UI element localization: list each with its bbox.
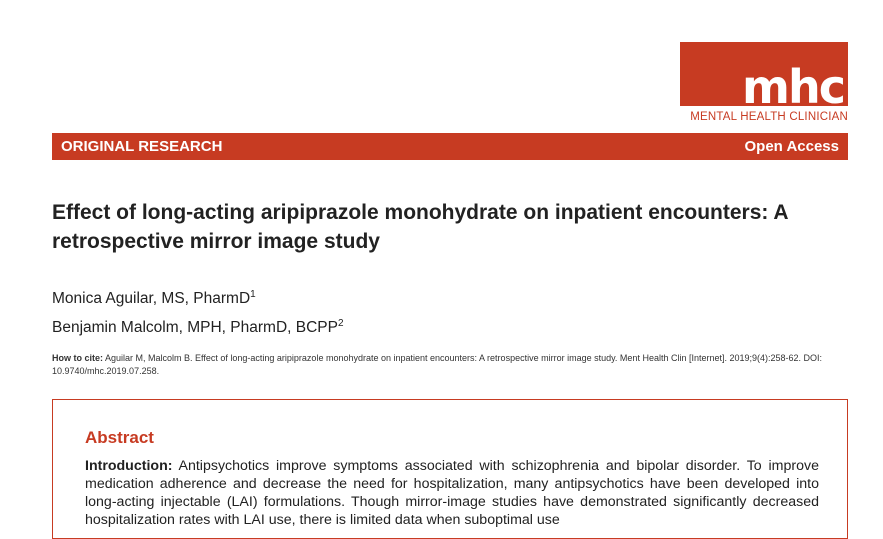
- cite-label: How to cite:: [52, 353, 103, 363]
- article-type-banner: [52, 133, 848, 160]
- abstract-introduction: [85, 457, 819, 529]
- author-affiliation: 2: [337, 318, 344, 330]
- author-list: [52, 282, 344, 340]
- abstract-box: [52, 399, 848, 539]
- author-1: [52, 282, 344, 311]
- intro-label: Introduction:: [85, 458, 173, 474]
- open-access-label: Open Access: [744, 138, 839, 155]
- how-to-cite: [52, 352, 848, 378]
- cite-text: Aguilar M, Malcolm B. Effect of long-acting aripiprazole monohydrate on inpatient encounters: A retrospective mirror image study. Ment Health Clin [Internet]. 2019;9(4):258-62. DOI: 10.9740/mhc.2019.07.258.: [52, 353, 823, 376]
- author-name: Monica Aguilar, MS, PharmD: [52, 290, 251, 308]
- author-name: Benjamin Malcolm, MPH, PharmD, BCPP: [52, 319, 338, 337]
- abstract-heading: Abstract: [85, 428, 154, 447]
- journal-logo: [680, 42, 848, 114]
- logo-subtitle: MENTAL HEALTH CLINICIAN: [690, 111, 848, 123]
- article-type-label: ORIGINAL RESEARCH: [61, 138, 223, 155]
- intro-text: Antipsychotics improve symptoms associated with schizophrenia and bipolar disorder. To improve medication adherence and decrease the need for hospitalization, many antipsychotics have been developed into long-acting injectable (LAI) formulations. Though mirror-image studies have demonstrated significantly decreased hospitalization rates with LAI use, there is limited data when suboptimal use: [85, 458, 819, 528]
- logo-text: mhc: [742, 60, 844, 114]
- author-2: [52, 311, 344, 340]
- author-affiliation: 1: [250, 289, 256, 300]
- article-title: Effect of long-acting aripiprazole monohydrate on inpatient encounters: A retrospective mirror image study: [52, 201, 788, 253]
